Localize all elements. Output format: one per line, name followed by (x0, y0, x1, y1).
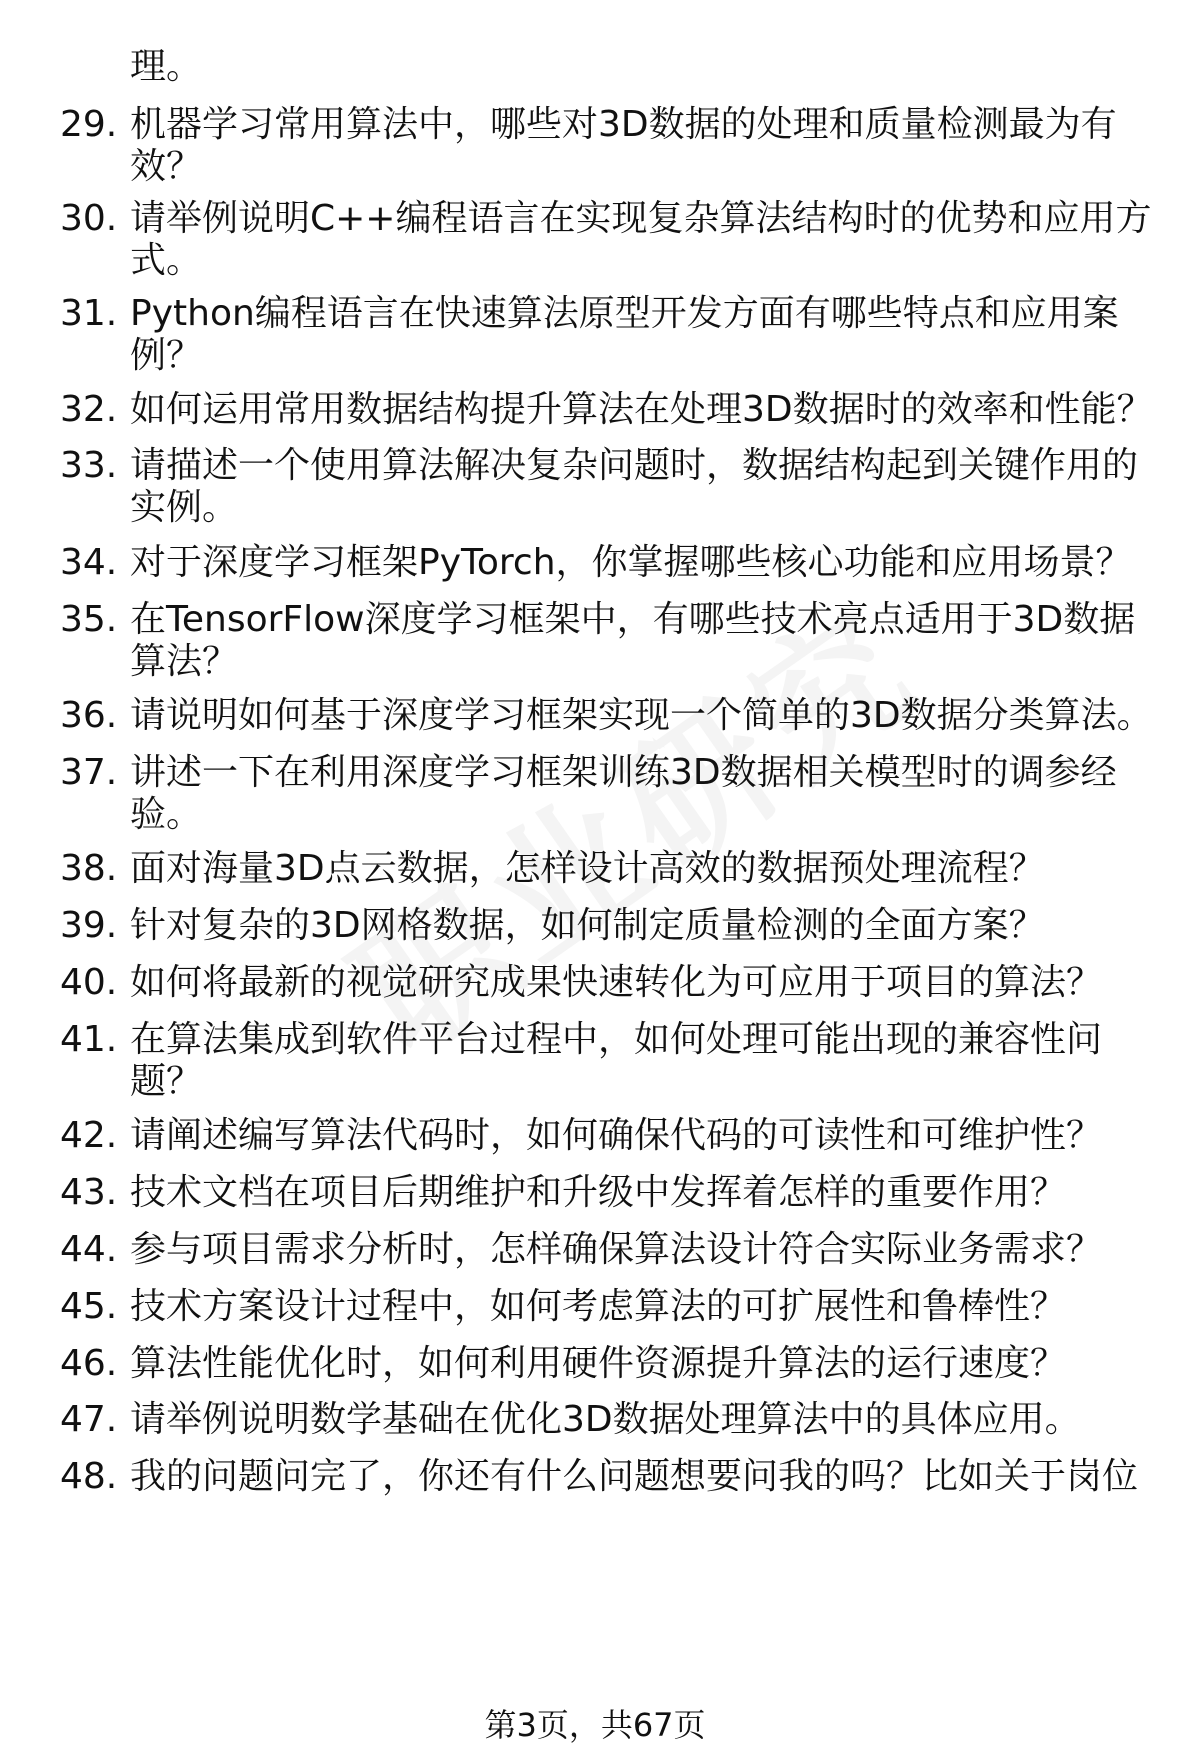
item-text: 面对海量3D点云数据，怎样设计高效的数据预处理流程？ (130, 848, 1045, 889)
item-text: 参与项目需求分析时，怎样确保算法设计符合实际业务需求？ (130, 1229, 1103, 1270)
item-number: 33. (60, 445, 118, 486)
item-number: 39. (60, 905, 118, 946)
item-number: 36. (60, 695, 118, 736)
item-text: 技术文档在项目后期维护和升级中发挥着怎样的重要作用？ (130, 1172, 1067, 1213)
item-number: 42. (60, 1115, 118, 1156)
item-text: 请描述一个使用算法解决复杂问题时，数据结构起到关键作用的实例。 (130, 445, 1139, 528)
item-number: 41. (60, 1019, 118, 1060)
item-text: 对于深度学习框架PyTorch，你掌握哪些核心功能和应用场景？ (130, 542, 1132, 583)
item-number: 44. (60, 1229, 118, 1270)
item-number: 48. (60, 1456, 118, 1497)
continuation-text: 理。 (130, 46, 203, 87)
item-number: 32. (60, 389, 118, 430)
item-text: 针对复杂的3D网格数据，如何制定质量检测的全面方案？ (130, 905, 1045, 946)
item-number: 45. (60, 1286, 118, 1327)
item-number: 40. (60, 962, 118, 1003)
item-text: 请阐述编写算法代码时，如何确保代码的可读性和可维护性？ (130, 1115, 1103, 1156)
item-number: 37. (60, 752, 118, 793)
item-number: 47. (60, 1399, 118, 1440)
item-number: 29. (60, 104, 118, 145)
item-text: 在TensorFlow深度学习框架中，有哪些技术亮点适用于3D数据算法？ (130, 599, 1136, 682)
item-text: Python编程语言在快速算法原型开发方面有哪些特点和应用案例？ (130, 293, 1119, 376)
page-number-footer: 第3页，共67页 (484, 1706, 706, 1744)
item-number: 43. (60, 1172, 118, 1213)
item-number: 30. (60, 198, 118, 239)
item-number: 46. (60, 1343, 118, 1384)
item-text: 在算法集成到软件平台过程中，如何处理可能出现的兼容性问题？ (130, 1019, 1103, 1102)
item-text: 如何运用常用数据结构提升算法在处理3D数据时的效率和性能？ (130, 389, 1153, 430)
item-text: 请举例说明数学基础在优化3D数据处理算法中的具体应用。 (130, 1399, 1081, 1440)
item-number: 34. (60, 542, 118, 583)
item-text: 讲述一下在利用深度学习框架训练3D数据相关模型时的调参经验。 (130, 752, 1117, 835)
item-number: 31. (60, 293, 118, 334)
item-number: 38. (60, 848, 118, 889)
item-text: 算法性能优化时，如何利用硬件资源提升算法的运行速度？ (130, 1343, 1067, 1384)
item-text: 我的问题问完了，你还有什么问题想要问我的吗？比如关于岗位 (130, 1456, 1139, 1497)
item-text: 机器学习常用算法中，哪些对3D数据的处理和质量检测最为有效？ (130, 104, 1117, 187)
item-text: 请说明如何基于深度学习框架实现一个简单的3D数据分类算法。 (130, 695, 1153, 736)
item-text: 如何将最新的视觉研究成果快速转化为可应用于项目的算法？ (130, 962, 1103, 1003)
item-number: 35. (60, 599, 118, 640)
item-text: 技术方案设计过程中，如何考虑算法的可扩展性和鲁棒性？ (130, 1286, 1067, 1327)
item-text: 请举例说明C++编程语言在实现复杂算法结构时的优势和应用方式。 (130, 198, 1152, 281)
